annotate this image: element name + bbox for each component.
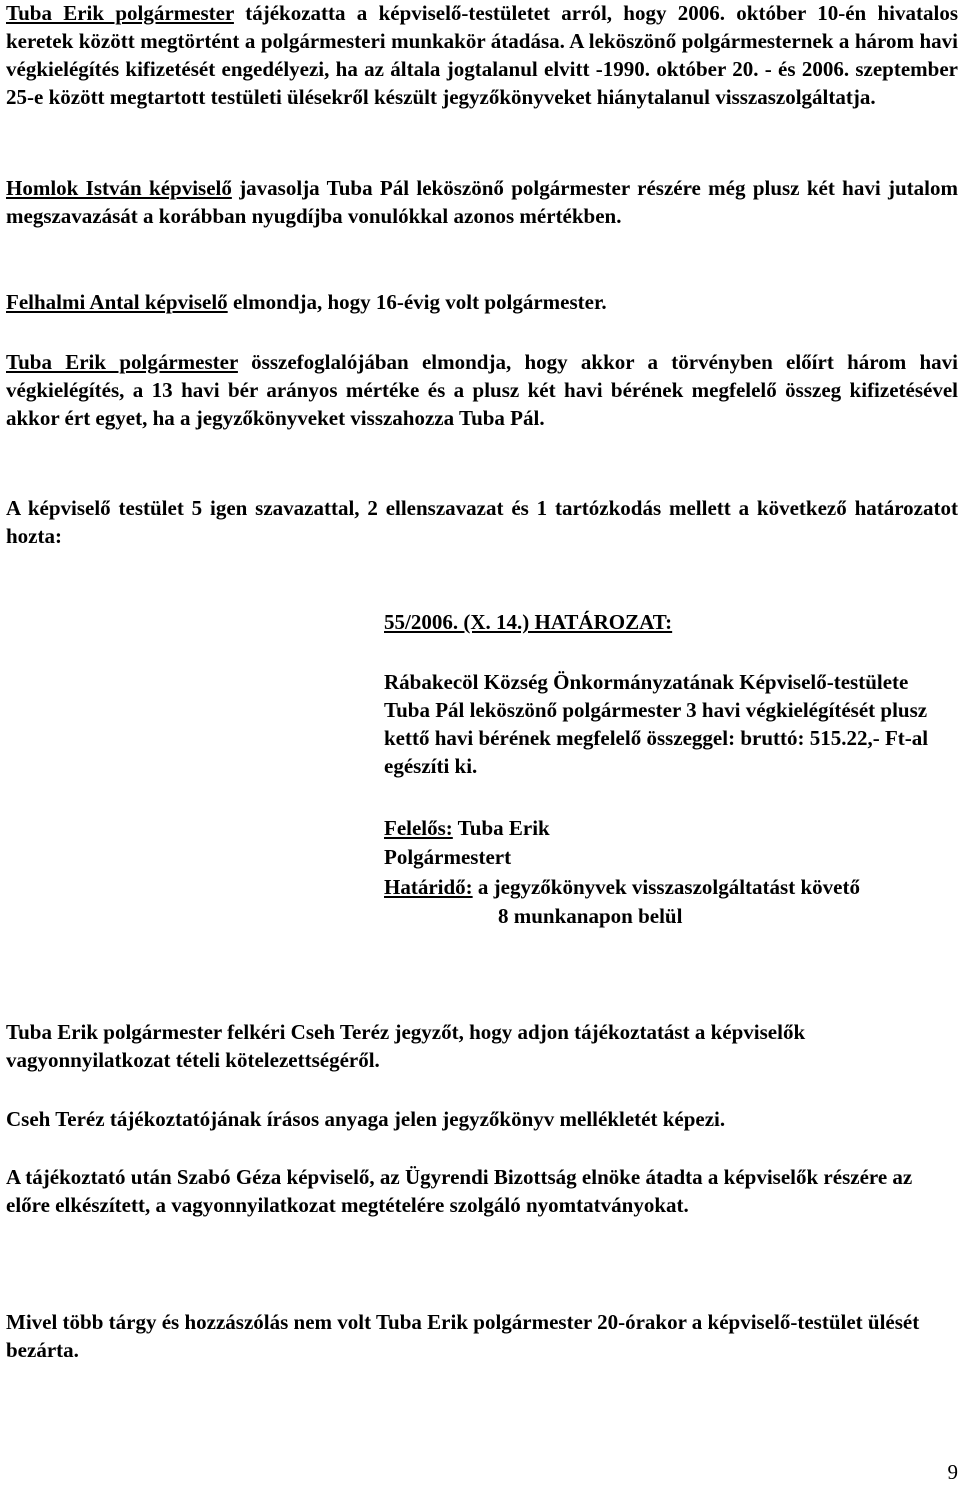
resolution-responsible (384, 814, 944, 842)
paragraph-text: elmondja, hogy 16-évig volt polgármester. (227, 290, 607, 314)
speaker-felhalmi: Felhalmi Antal képviselő (6, 290, 228, 314)
paragraph-text: A tájékoztató után Szabó Géza képviselő, az Ügyrendi Bizottság elnöke átadta a képviselők részére az előre elkészített, a vagyonnyilatkozat megtételére szolgáló nyomtatványokat. (6, 1165, 913, 1217)
resolution-body: Rábakecöl Község Önkormányzatának Képviselő-testülete Tuba Pál leköszönő polgármester 3 havi végkielégítését plusz kettő havi bérének megfelelő összeggel: bruttó: 515.22,- Ft-al egészíti ki. (384, 670, 929, 778)
paragraph-closing (6, 1308, 958, 1364)
speaker-mayor: Tuba Erik polgármester (6, 350, 238, 374)
deadline-value: a jegyzőkönyvek visszaszolgáltatást követő (472, 875, 860, 899)
speaker-mayor: Tuba Erik polgármester (6, 1, 234, 25)
resolution-heading: 55/2006. (X. 14.) HATÁROZAT: (384, 610, 673, 634)
paragraph-text: javasolja Tuba Pál leköszönő polgármester részére még plusz két havi jutalom megszavazását a korábban nyugdíjba vonulókkal azonos mértékben. (6, 176, 958, 228)
responsible-value: Tuba Erik (452, 816, 550, 840)
paragraph-handover (6, 0, 958, 111)
paragraph-homlok (6, 174, 958, 230)
paragraph-text: Tuba Erik polgármester felkéri Cseh Teréz jegyzőt, hogy adjon tájékoztatást a képviselők vagyonnyilatkozat tételi kötelezettségéről. (6, 1020, 806, 1072)
paragraph-text: összefoglalójában elmondja, hogy akkor a törvényben előírt három havi végkielégítés, a 13 havi bér arányos mértéke és a plusz két havi bérének megfelelő összeg kifizetésével akkor ért egyet, ha a jegyzőkönyveket visszahozza Tuba Pál. (6, 350, 959, 430)
page-number: 9 (947, 1460, 958, 1484)
paragraph-text: A képviselő testület 5 igen szavazattal, 2 ellenszavazat és 1 tartózkodás mellett a következő határozatot hozta: (6, 496, 958, 548)
paragraph-felhalmi (6, 288, 958, 316)
paragraph-vote (6, 494, 958, 550)
paragraph-request (6, 1018, 958, 1074)
resolution-responsible-role: Polgármestert (384, 845, 512, 869)
deadline-label: Határidő: (384, 875, 473, 899)
paragraph-text: Mivel több tárgy és hozzászólás nem volt Tuba Erik polgármester 20-órakor a képviselő-testület ülését bezárta. (6, 1310, 920, 1362)
responsible-label: Felelős: (384, 816, 453, 840)
paragraph-forms (6, 1163, 958, 1219)
resolution-deadline (384, 873, 960, 901)
paragraph-text: Cseh Teréz tájékoztatójának írásos anyaga jelen jegyzőkönyv mellékletét képezi. (6, 1107, 726, 1131)
paragraph-summary (6, 348, 958, 432)
paragraph-text: tájékozatta a képviselő-testületet arról, hogy 2006. október 10-én hivatalos keretek között megtörtént a polgármesteri munkakör átadása. A leköszönő polgármesternek a három havi végkielégítés kifizetését engedélyezi, ha az általa jogtalanul elvitt -1990. október 20. - és 2006. szeptember 25-e között megtartott testületi ülésekről készült jegyzőkönyveket hiánytalanul visszaszolgáltatja. (6, 1, 958, 109)
resolution-deadline-cont: 8 munkanapon belül (498, 904, 683, 928)
paragraph-attachment (6, 1105, 958, 1133)
speaker-homlok: Homlok István képviselő (6, 176, 232, 200)
